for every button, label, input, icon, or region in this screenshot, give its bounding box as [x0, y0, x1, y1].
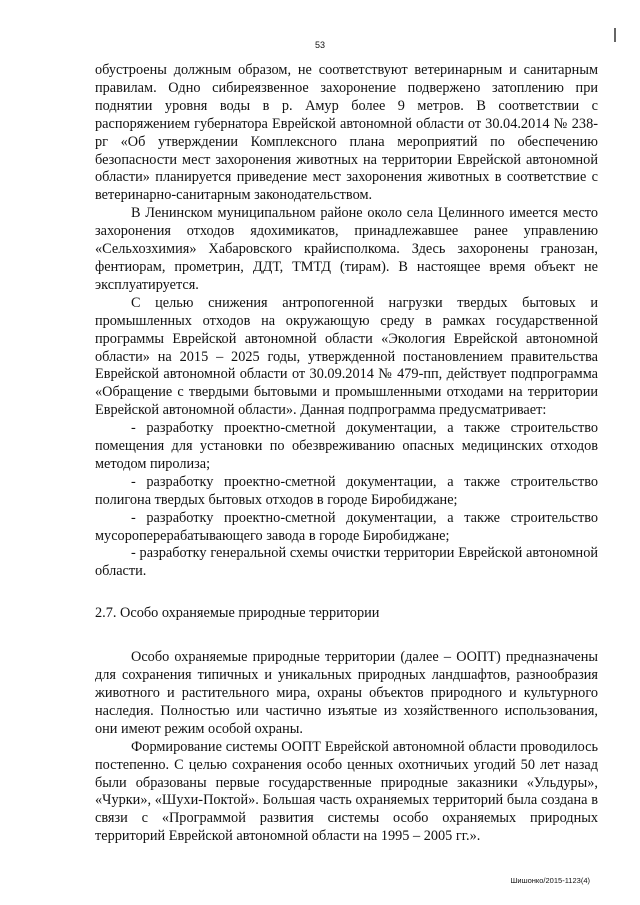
list-item-medical-waste: - разработку проектно-сметной документации, а также строительство помещения для установки по обезвреживанию опасных медицинских отходов методом пиролиза; [95, 420, 598, 472]
footer-document-code: Шишонко/2015-1123(4) [510, 876, 590, 885]
paragraph-waste-program: С целью снижения антропогенной нагрузки твердых бытовых и промышленных отходов на окружающую среду в рамках государственной программы Еврейской автономной области «Экология Еврейской автономной области» на 2015 – 2025 годы, утвержденной постановлением правительства Еврейской автономной области от 30.09.2014 № 479-пп, действует подпрограмма «Обращение с твердыми бытовыми и промышленными отходами на территории Еврейской автономной области». Данная подпрограмма предусматривает: [95, 294, 598, 419]
list-item-cleaning-scheme: - разработку генеральной схемы очистки территории Еврейской автономной области. [95, 545, 598, 580]
list-item-recycling-plant: - разработку проектно-сметной документации, а также строительство мусороперерабатывающего завода в городе Биробиджане; [95, 509, 598, 544]
document-body [95, 62, 598, 846]
page-number: 53 [314, 40, 325, 50]
paragraph-burial-sites: обустроены должным образом, не соответствуют ветеринарным и санитарным правилам. Одно сибиреязвенное захоронение подвержено затоплению при поднятии уровня воды в р. Амур более 9 метров. В соответствии с распоряжением губернатора Еврейской автономной области от 30.04.2014 № 238-рг «Об утверждении Комплексного плана мероприятий по обеспечению безопасности мест захоронения животных на территории Еврейской автономной области» планируется приведение мест захоронения животных в соответствие с ветеринарно-санитарным законодательством. [95, 62, 598, 204]
paragraph-pesticide-site: В Ленинском муниципальном районе около села Целинного имеется место захоронения отходов ядохимикатов, принадлежавшее ранее управлению «Сельхозхимия» Хабаровского крайисполкома. Здесь захоронены гранозан, фентиорам, прометрин, ДДТ, ТМТД (тирам). В настоящее время объект не эксплуатируется. [95, 205, 598, 293]
paragraph-protected-areas-history: Формирование системы ООПТ Еврейской автономной области проводилось постепенно. С целью сохранения особо ценных охотничьих угодий 50 лет назад были образованы первые государственные природные заказники «Ульдуры», «Чурки», «Шухи-Поктой». Большая часть охраняемых территорий была создана в связи с «Программой развития системы особо охраняемых природных территорий Еврейской автономной области на 1995 – 2005 гг.». [95, 738, 598, 845]
paragraph-protected-areas-definition: Особо охраняемые природные территории (далее – ООПТ) предназначены для сохранения типичных и уникальных природных ландшафтов, разнообразия животного и растительного мира, охраны объектов природного и культурного наследия. Полностью или частично изъятые из хозяйственного использования, они имеют режим особой охраны. [95, 649, 598, 737]
list-item-landfill: - разработку проектно-сметной документации, а также строительство полигона твердых бытовых отходов в городе Биробиджане; [95, 473, 598, 508]
section-title: 2.7. Особо охраняемые природные территории [95, 605, 380, 622]
